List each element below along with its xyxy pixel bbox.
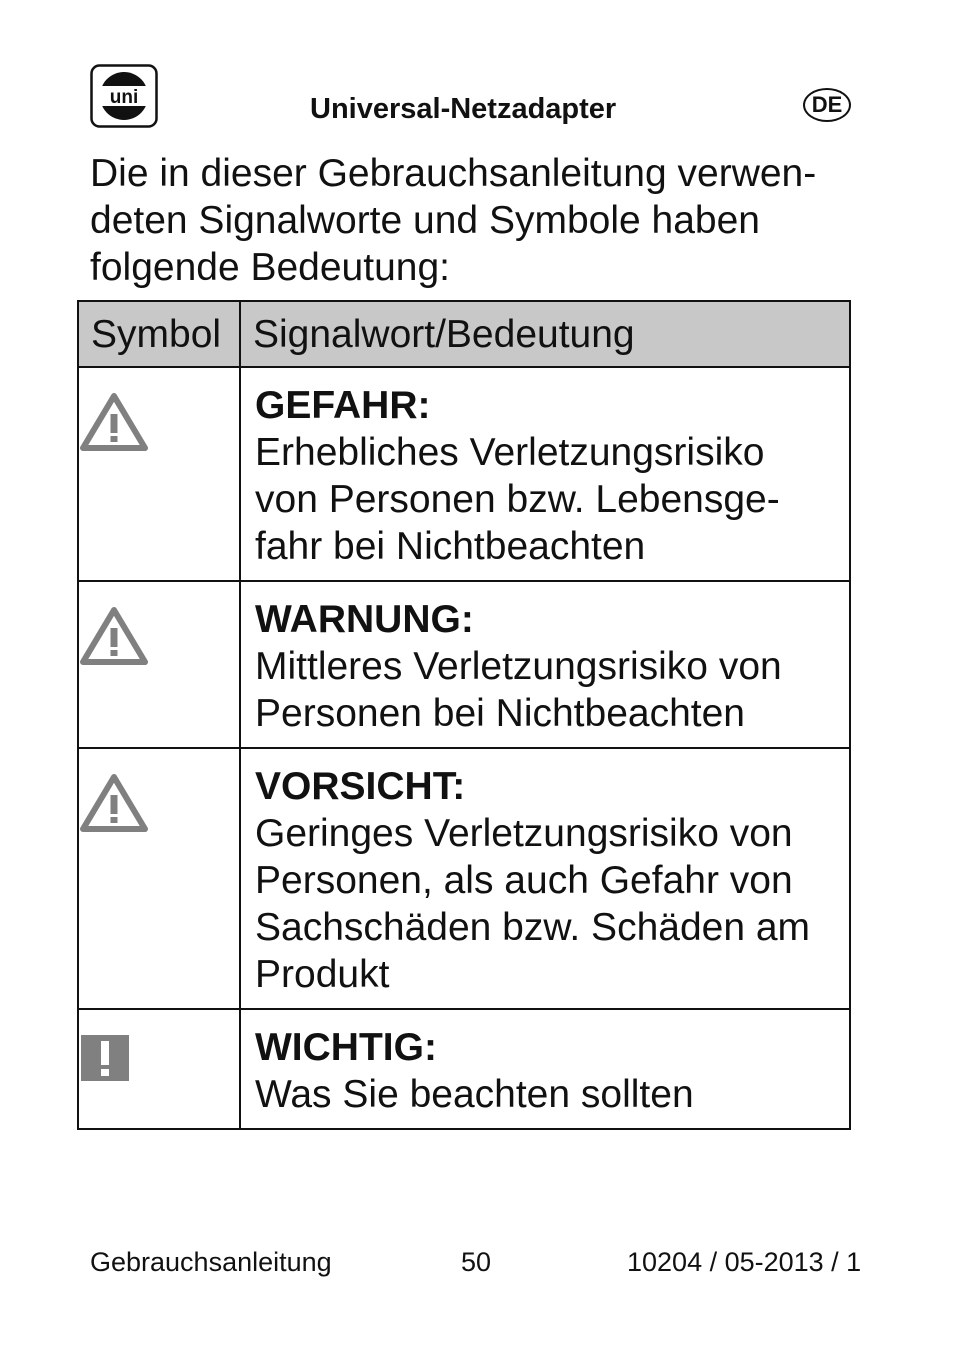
- table-row: [78, 581, 850, 748]
- page-number: 50: [461, 1247, 492, 1277]
- signal-description: Geringes Verletzungsrisiko von Personen, als auch Gefahr von Sachschäden bzw. Schäden am Produkt: [255, 812, 811, 996]
- footer-document-code: 10204 / 05-2013 / 1: [627, 1247, 862, 1277]
- uni-logo: [90, 64, 158, 128]
- signal-description: Was Sie beachten sollten: [255, 1073, 694, 1116]
- table-header-row: [78, 301, 850, 367]
- warning-triangle-icon: [80, 653, 148, 670]
- intro-paragraph: Die in dieser Gebrauchsanleitung verwen-deten Signalworte und Symbole haben folgende Bedeutung:: [90, 152, 817, 289]
- svg-text:uni: uni: [109, 87, 139, 108]
- exclamation-square-icon: [80, 1069, 130, 1086]
- column-header-meaning: Signalwort/Bedeutung: [240, 301, 850, 367]
- footer-document-type: Gebrauchsanleitung: [90, 1247, 332, 1277]
- signal-word: WARNUNG:: [255, 598, 474, 641]
- table-row: [78, 367, 850, 581]
- document-title: Universal-Netzadapter: [310, 93, 617, 125]
- signal-word: GEFAHR:: [255, 384, 431, 427]
- warning-triangle-icon: [80, 820, 148, 837]
- signal-words-table: [77, 300, 851, 1130]
- column-header-symbol: Symbol: [78, 301, 240, 367]
- signal-description: Mittleres Verletzungsrisiko von Personen bei Nichtbeachten: [255, 645, 782, 735]
- signal-word: VORSICHT:: [255, 765, 466, 808]
- table-row: [78, 748, 850, 1009]
- warning-triangle-icon: [80, 439, 148, 456]
- signal-description: Erhebliches Verletzungsrisiko von Personen bzw. Lebensge-fahr bei Nichtbeachten: [255, 431, 780, 568]
- language-badge: DE: [803, 88, 851, 122]
- signal-word: WICHTIG:: [255, 1026, 437, 1069]
- table-row: [78, 1009, 850, 1129]
